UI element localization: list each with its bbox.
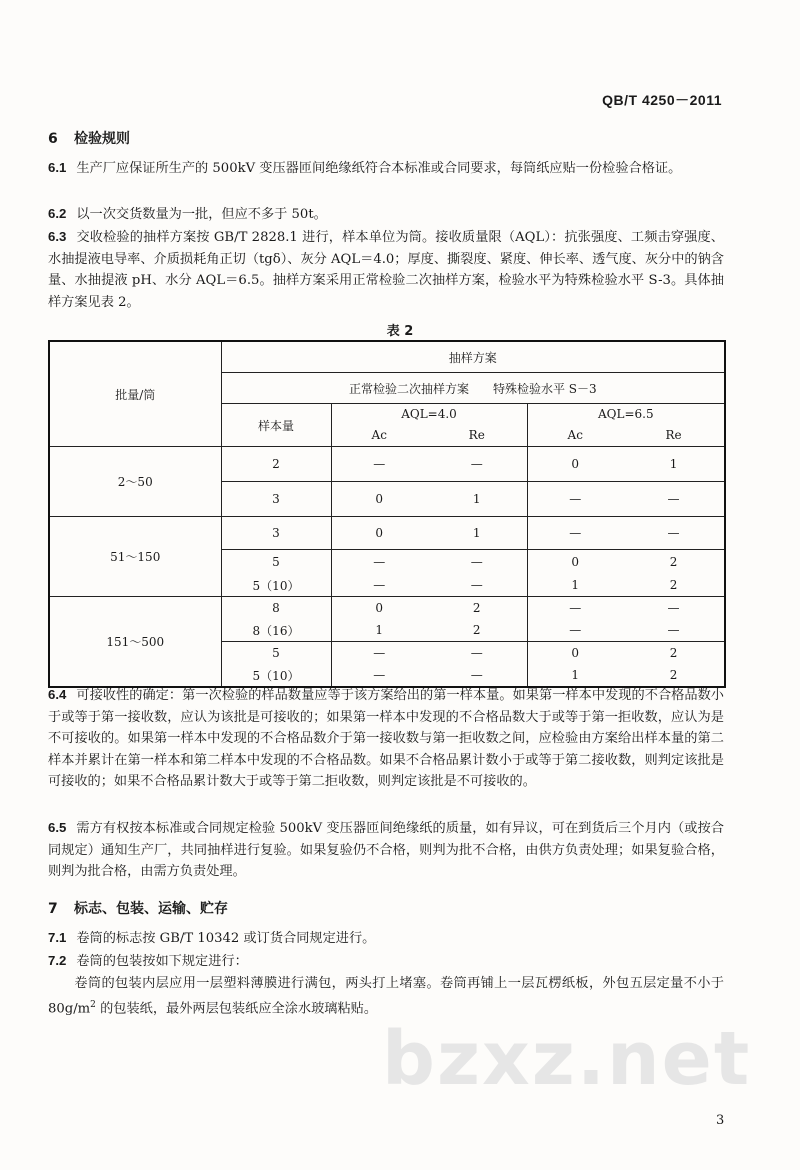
section-number: 6 (48, 131, 58, 147)
clause-text: 交收检验的抽样方案按 GB/T 2828.1 进行，样本单位为筒。接收质量限（AQL）：抗张强度、工频击穿强度、水抽提液电导率、介质损耗角正切（tgδ）、灰分 AQL＝4.0；厚度、撕裂度、紧度、伸长率、透气度、灰分中的钠含量、水抽提液 pH、水分 AQL＝6.5。抽样方案采用正常检验二次抽样方案，检验水平为特殊检验水平 S-3。具体抽样方案见表 2。 (48, 230, 724, 310)
ac-aql-6-5: — (527, 597, 623, 620)
clause-text: 以一次交货数量为一批，但应不多于 50t。 (76, 207, 327, 222)
header-re: Re (623, 424, 725, 447)
re-aql-6-5: 1 (623, 447, 725, 482)
re-aql-4-0: — (427, 642, 527, 665)
sample-size: 3 (221, 517, 331, 550)
ac-aql-4-0: 0 (331, 482, 427, 517)
clause-text: 生产厂应保证所生产的 500kV 变压器匝间绝缘纸符合本标准或合同要求，每筒纸应贴一份检验合格证。 (76, 161, 682, 176)
header-re: Re (427, 424, 527, 447)
clause-number: 7.2 (48, 953, 67, 968)
clause-text: 可接收性的确定：第一次检验的样品数量应等于该方案给出的第一样本量。如果第一样本中发现的不合格品数小于或等于第一接收数，应认为该批是可接收的；如果第一样本中发现的不合格品数大于或等于第一拒收数，应认为是不可接收的。如果第一样本中发现的不合格品数介于第一接收数与第一拒收数之间，应检验由方案给出样本量的第二样本并累计在第一样本和第二样本中发现的不合格品数。如果不合格品累计数小于或等于第二接收数，则判定该批是可接收的；如果不合格品累计数大于或等于第二拒收数，则判定该批是不可接收的。 (48, 688, 724, 789)
sample-size: 3 (221, 482, 331, 517)
re-aql-6-5: — (623, 619, 725, 642)
re-aql-6-5: 2 (623, 550, 725, 575)
clause-text: 需方有权按本标准或合同规定检验 500kV 变压器匝间绝缘纸的质量，如有异议，可在到货后三个月内（或按合同规定）通知生产厂，共同抽样进行复验。如果复验仍不合格，则判为批不合格，由供方负责处理；如果复验合格，则判为批合格，由需方负责处理。 (48, 821, 724, 879)
sample-size: 5 (221, 550, 331, 575)
re-aql-4-0: 2 (427, 619, 527, 642)
clause-6-2 (48, 203, 724, 226)
sample-size: 2 (221, 447, 331, 482)
table-caption: 表 2 (386, 324, 414, 339)
ac-aql-4-0: 0 (331, 517, 427, 550)
page-number: 3 (716, 1113, 725, 1128)
watermark-text: bzxz.net (382, 1016, 752, 1102)
header-batch: 批量/筒 (49, 341, 221, 447)
sample-size: 5 (221, 642, 331, 665)
section-number: 7 (48, 901, 58, 917)
ac-aql-4-0: — (331, 664, 427, 687)
header-aql-6-5: AQL=6.5 (527, 404, 725, 425)
re-aql-4-0: — (427, 447, 527, 482)
re-aql-6-5: 2 (623, 664, 725, 687)
ac-aql-6-5: — (527, 619, 623, 642)
clause-text: 卷筒的包装按如下规定进行： (76, 954, 248, 969)
clause-number: 7.1 (48, 930, 67, 945)
header-aql-4-0: AQL=4.0 (331, 404, 527, 425)
header-ac: Ac (527, 424, 623, 447)
standard-number: QB/T 4250－2011 (602, 92, 722, 108)
ac-aql-6-5: — (527, 482, 623, 517)
re-aql-4-0: 1 (427, 517, 527, 550)
section-6-heading (48, 128, 130, 148)
clause-number: 6.5 (48, 820, 67, 835)
clause-number: 6.2 (48, 206, 67, 221)
header-ac: Ac (331, 424, 427, 447)
re-aql-4-0: — (427, 664, 527, 687)
superscript: 2 (90, 999, 96, 1010)
clause-6-5 (48, 817, 724, 883)
section-7-heading (48, 898, 228, 918)
batch-range: 151～500 (49, 597, 221, 688)
re-aql-6-5: — (623, 597, 725, 620)
header-plan-type: 正常检验二次抽样方案 特殊检验水平 S－3 (221, 373, 725, 404)
sampling-plan-table (48, 340, 726, 688)
clause-text: 卷筒的标志按 GB/T 10342 或订货合同规定进行。 (76, 931, 376, 946)
header-plan: 抽样方案 (221, 341, 725, 373)
section-title: 标志、包装、运输、贮存 (74, 901, 228, 917)
re-aql-4-0: — (427, 550, 527, 575)
sample-size: 8（16） (221, 619, 331, 642)
re-aql-4-0: — (427, 574, 527, 597)
re-aql-6-5: 2 (623, 574, 725, 597)
sample-size: 5（10） (221, 574, 331, 597)
sample-size: 8 (221, 597, 331, 620)
ac-aql-4-0: 0 (331, 597, 427, 620)
clause-6-4 (48, 684, 724, 793)
ac-aql-6-5: 0 (527, 550, 623, 575)
sampling-table-container (48, 340, 726, 688)
re-aql-4-0: 1 (427, 482, 527, 517)
re-aql-6-5: — (623, 482, 725, 517)
clause-body-text: 卷筒的包装内层应用一层塑料薄膜进行满包，两头打上堵塞。卷筒再铺上一层瓦楞纸板，外包五层定量不小于 80g/m (48, 976, 724, 1016)
clause-7-2-body (48, 973, 724, 1019)
ac-aql-6-5: 1 (527, 574, 623, 597)
clause-number: 6.3 (48, 229, 67, 244)
clause-number: 6.4 (48, 687, 67, 702)
header-sample-size: 样本量 (221, 404, 331, 447)
sample-size: 5（10） (221, 664, 331, 687)
ac-aql-6-5: — (527, 517, 623, 550)
ac-aql-6-5: 0 (527, 642, 623, 665)
ac-aql-4-0: — (331, 550, 427, 575)
clause-6-1 (48, 157, 724, 180)
ac-aql-4-0: — (331, 447, 427, 482)
re-aql-4-0: 2 (427, 597, 527, 620)
clause-number: 6.1 (48, 160, 67, 175)
clause-7-1 (48, 927, 724, 950)
re-aql-6-5: 2 (623, 642, 725, 665)
batch-range: 51～150 (49, 517, 221, 597)
clause-body-text: 的包装纸，最外两层包装纸应全涂水玻璃粘贴。 (95, 1000, 378, 1016)
ac-aql-6-5: 1 (527, 664, 623, 687)
ac-aql-4-0: — (331, 642, 427, 665)
clause-7-2 (48, 950, 724, 973)
section-title: 检验规则 (74, 131, 130, 147)
ac-aql-4-0: — (331, 574, 427, 597)
batch-range: 2～50 (49, 447, 221, 517)
re-aql-6-5: — (623, 517, 725, 550)
ac-aql-4-0: 1 (331, 619, 427, 642)
clause-6-3 (48, 226, 724, 313)
ac-aql-6-5: 0 (527, 447, 623, 482)
